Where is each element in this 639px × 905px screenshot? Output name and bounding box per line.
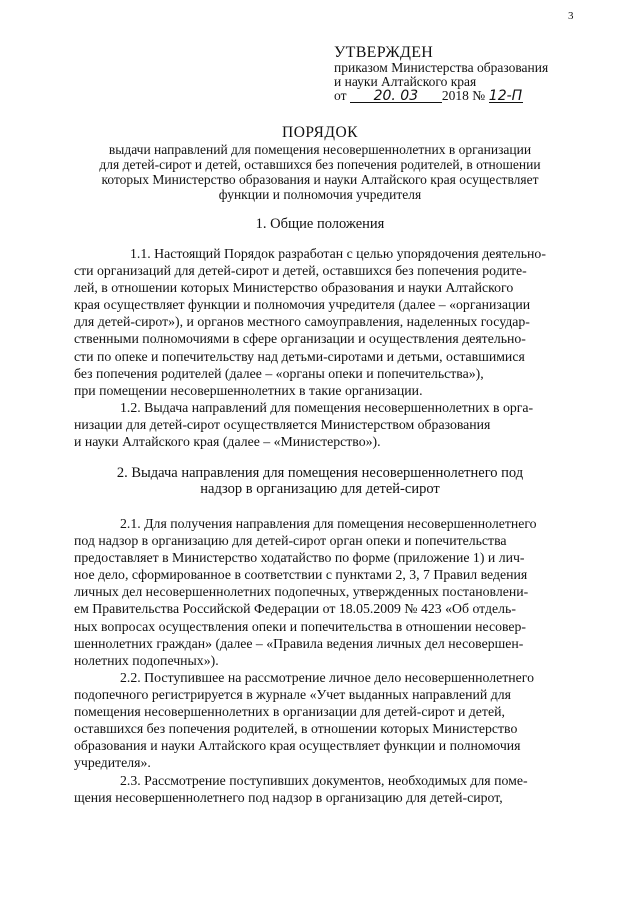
subtitle-line: выдачи направлений для помещения несовершеннолетних в организации: [108, 142, 532, 157]
section-2-heading-line: надзор в организацию для детей-сирот: [200, 481, 440, 497]
subtitle-line: функции и полномочия учредителя: [218, 187, 422, 202]
text-line: нолетних подопечных»).: [74, 652, 219, 668]
text-line: низации для детей-сирот осуществляется Министерством образования: [74, 417, 491, 433]
approval-line-2: и науки Алтайского края: [334, 74, 477, 89]
paragraph-1-2: [74, 399, 586, 450]
text-line: подопечного регистрируется в журнале «Учет выданных направлений для: [74, 687, 512, 703]
approval-line-1: приказом Министерства образования: [334, 60, 549, 75]
approval-year: 2018: [441, 88, 469, 103]
text-line: учредителя».: [74, 755, 151, 771]
text-line: образования и науки Алтайского края осуществляет функции и полномочия: [74, 738, 521, 754]
text-line: 1.2. Выдача направлений для помещения несовершеннолетних в орга-: [120, 400, 534, 415]
document-subtitle: [60, 142, 580, 202]
text-line: без попечения родителей (далее – «органы опеки и попечительства»),: [74, 365, 484, 381]
text-line: и науки Алтайского края (далее – «Министерство»).: [74, 434, 381, 450]
text-line: ем Правительства Российской Федерации от 18.05.2009 № 423 «Об отдель-: [74, 601, 516, 617]
text-line: 1.1. Настоящий Порядок разработан с целью упорядочения деятельно-: [130, 246, 546, 261]
text-line: ных вопросах осуществления опеки и попечительства в отношении несовер-: [74, 618, 527, 634]
paragraph-1-1: [74, 245, 586, 399]
date-prefix: от: [334, 88, 347, 103]
handwritten-number: 12-П: [488, 88, 523, 104]
text-line: 2.1. Для получения направления для помещения несовершеннолетнего: [120, 516, 537, 531]
approval-block: [334, 44, 548, 103]
paragraph-2-3: [74, 772, 586, 806]
text-line: сти по опеке и попечительству над детьми-сиротами и детьми, оставшимися: [74, 348, 525, 364]
text-line: личных дел несовершеннолетних подопечных, утвержденных постановлени-: [74, 584, 529, 600]
text-line: шеннолетних граждан» (далее – «Правила ведения личных дел несовершен-: [74, 635, 524, 651]
document-title: ПОРЯДОК: [282, 124, 358, 141]
text-line: ное дело, сформированное в соответствии с пунктами 2, 3, 7 Правил ведения: [74, 567, 528, 583]
approval-heading: УТВЕРЖДЕН: [334, 44, 434, 61]
approval-date-line: [334, 89, 548, 103]
text-line: 2.2. Поступившее на рассмотрение личное дело несовершеннолетнего: [120, 670, 534, 685]
section-2-heading-line: 2. Выдача направления для помещения несовершеннолетнего под: [116, 465, 524, 481]
subtitle-line: для детей-сирот и детей, оставшихся без попечения родителей, в отношении: [99, 157, 541, 172]
text-line: ственными полномочиями в сфере организации и осуществления деятельно-: [74, 331, 526, 347]
text-line: щения несовершеннолетнего под надзор в организацию для детей-сирот,: [74, 790, 503, 806]
text-line: края осуществляет функции и полномочия учредителя (далее – «организации: [74, 297, 531, 313]
paragraph-2-2: [74, 669, 586, 772]
text-line: помещения несовершеннолетних в организации для детей-сирот и детей,: [74, 704, 505, 720]
section-1-heading: 1. Общие положения: [255, 216, 385, 232]
section-2-heading: [60, 465, 580, 497]
handwritten-date: 20. 03: [373, 88, 419, 104]
text-line: предоставляет в Министерство ходатайство по форме (приложение 1) и лич-: [74, 550, 525, 566]
text-line: сти организаций для детей-сирот и детей, оставшихся без попечения родите-: [74, 263, 527, 279]
text-line: под надзор в организацию для детей-сирот орган опеки и попечительства: [74, 533, 507, 549]
text-line: лей, в отношении которых Министерство образования и науки Алтайского: [74, 280, 514, 296]
paragraph-2-1: [74, 515, 586, 669]
text-line: 2.3. Рассмотрение поступивших документов, необходимых для поме-: [120, 773, 528, 788]
text-line: при помещении несовершеннолетних в такие организации.: [74, 382, 423, 398]
subtitle-line: которых Министерство образования и науки Алтайского края осуществляет: [101, 172, 539, 187]
page-number: 3: [568, 10, 574, 22]
text-line: оставшихся без попечения родителей, в отношении которых Министерство: [74, 721, 518, 737]
number-sign: №: [472, 88, 486, 103]
text-line: для детей-сирот»), и органов местного самоуправления, наделенных государ-: [74, 314, 530, 330]
